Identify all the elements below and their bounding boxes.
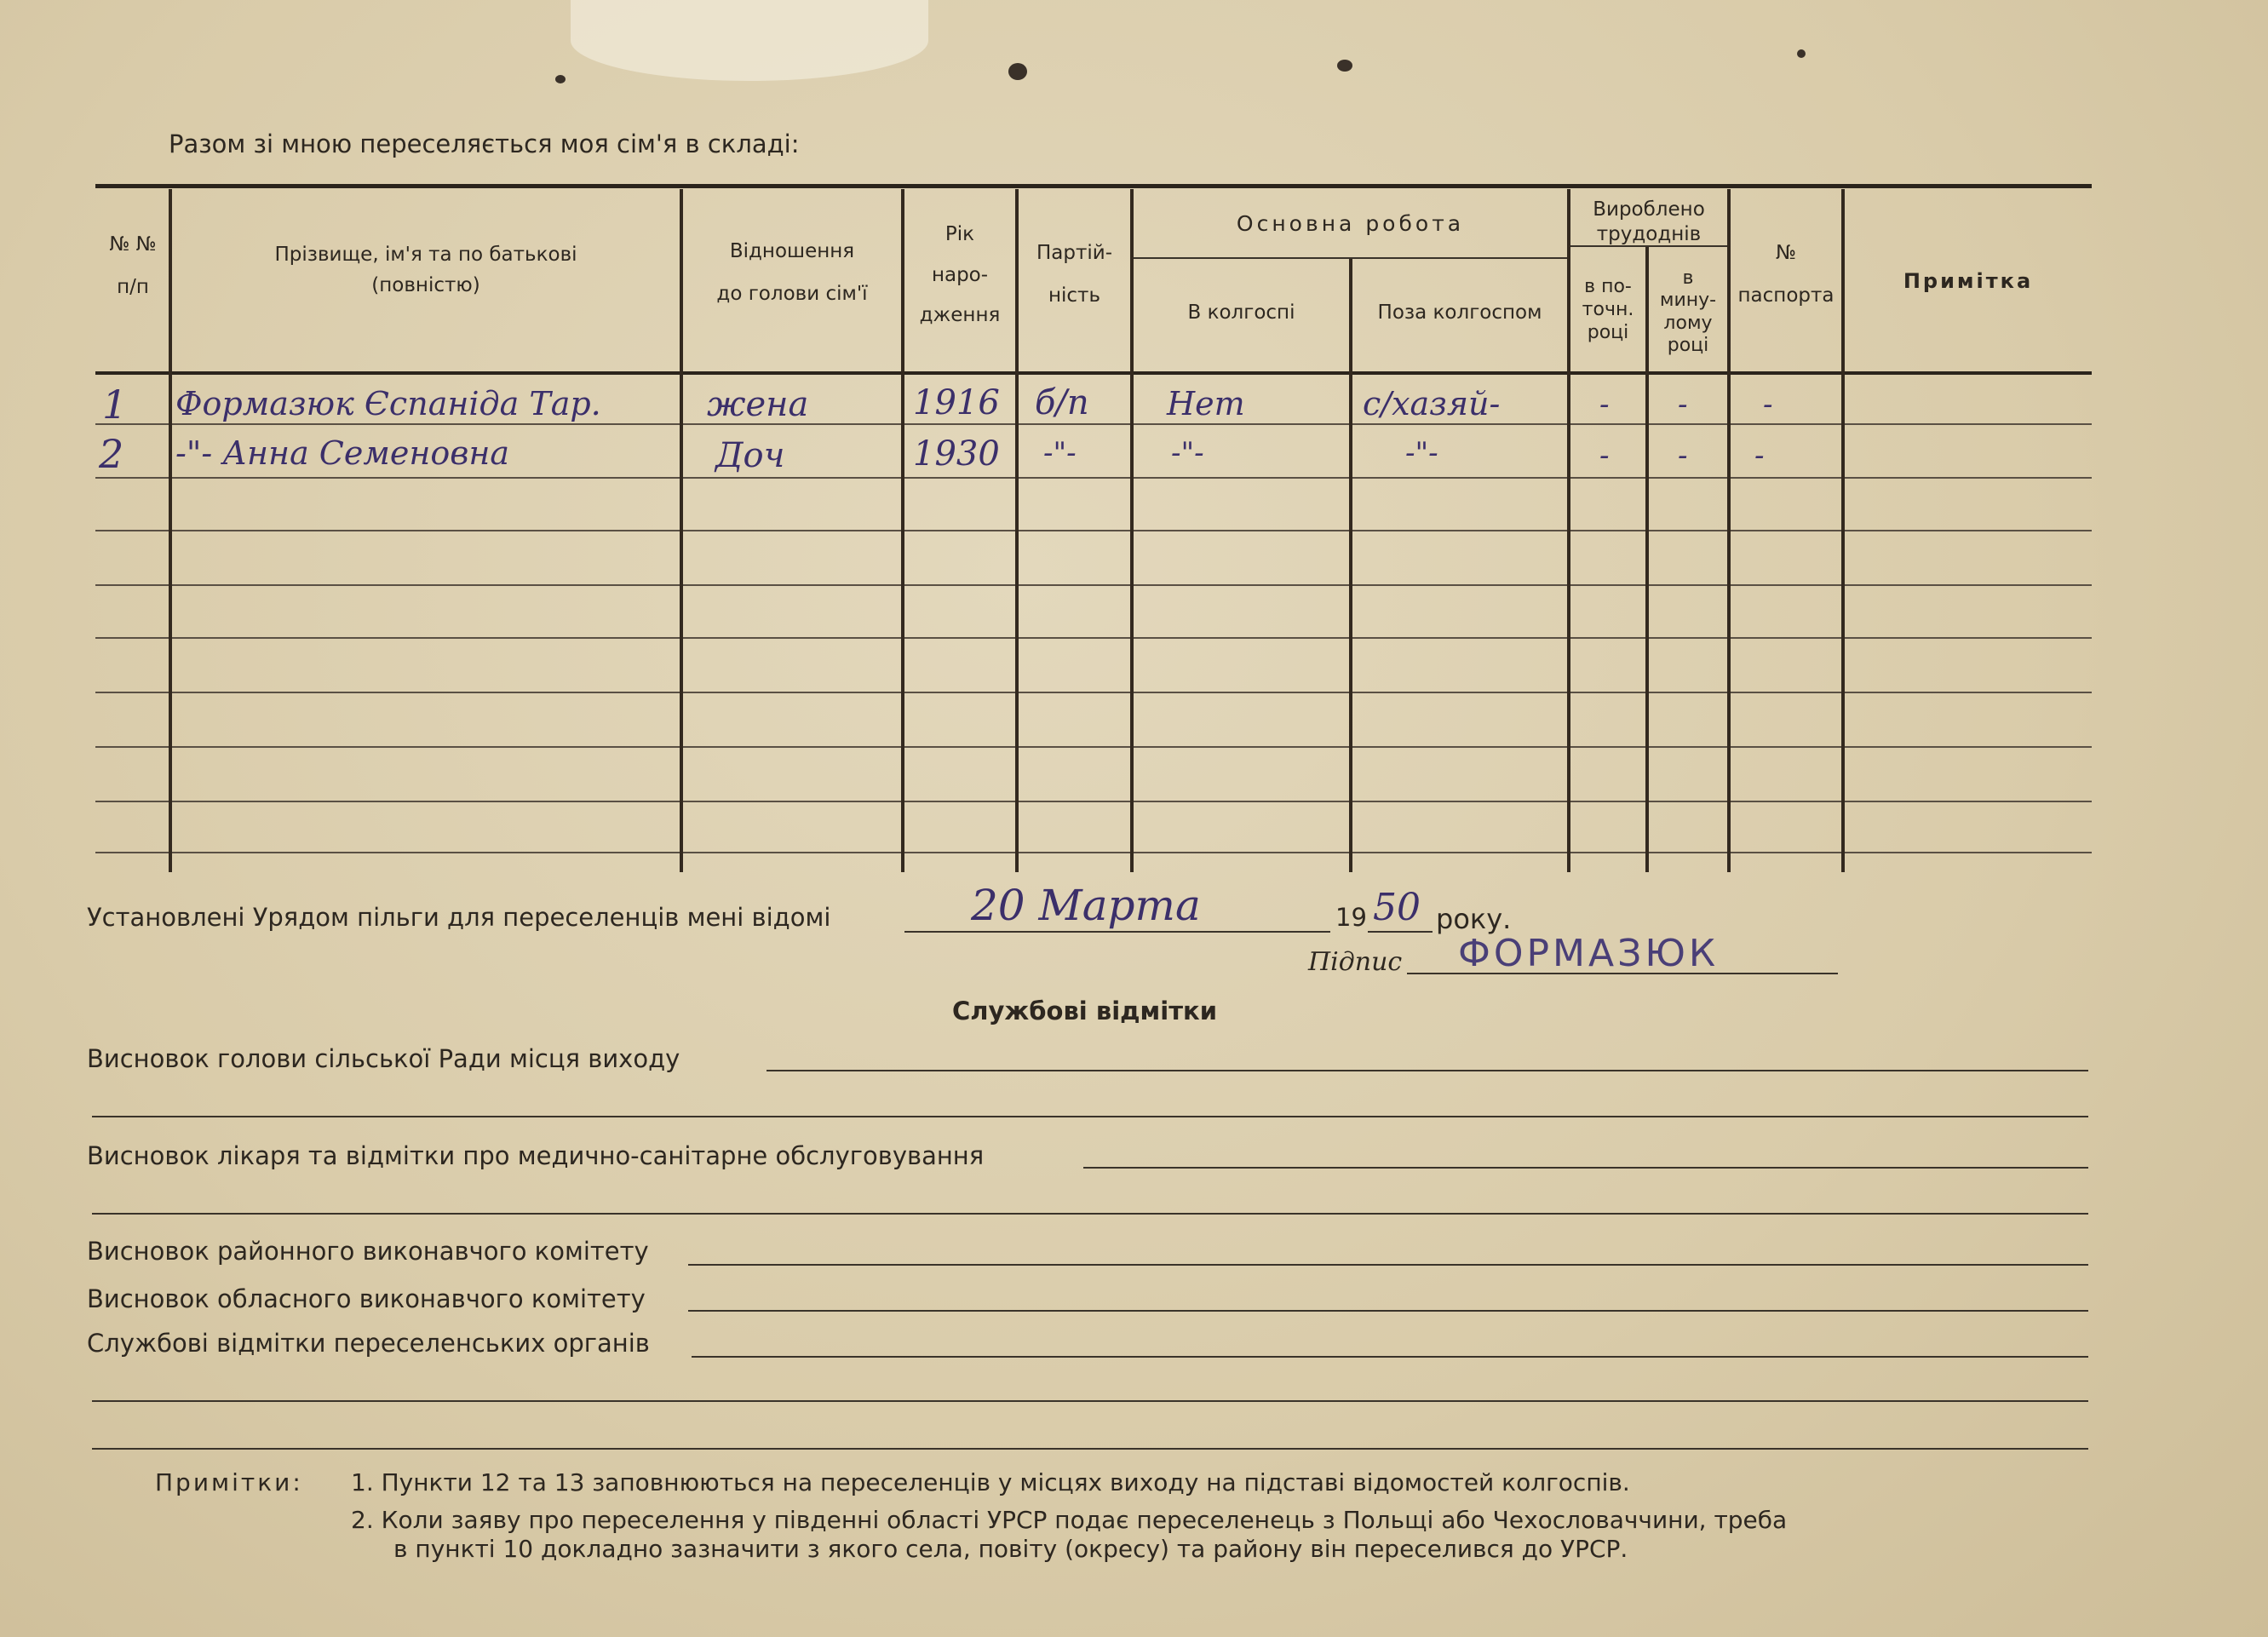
punch-hole — [1797, 49, 1806, 58]
header-passport: № паспорта — [1737, 242, 1834, 307]
note-item-2-line2: в пункті 10 докладно зазначити з якого села, повіту (окресу) та району він переселився до УРСР. — [393, 1535, 1628, 1563]
row-year: 1930 — [913, 434, 1000, 474]
col-rule — [1130, 189, 1134, 872]
year-handwritten: 50 — [1373, 886, 1421, 929]
notes-label: Примітки: — [155, 1468, 303, 1496]
row-line — [95, 852, 2092, 853]
note-item-1: 1. Пункти 12 та 13 заповнюються на переселенців у місцях виходу на підставі відомостей колгоспів. — [351, 1468, 1630, 1496]
fill-line — [767, 1070, 2088, 1071]
row-wd-previous: - — [1678, 439, 1688, 473]
row-line — [95, 801, 2092, 802]
punch-hole — [1008, 63, 1027, 80]
row-wd-current: - — [1599, 439, 1610, 473]
row-passport: - — [1754, 439, 1765, 473]
fill-line — [92, 1448, 2088, 1450]
service-item-village-council: Висновок голови сільської Ради місця виходу — [87, 1044, 680, 1073]
header-party: Партій- ність — [1036, 242, 1113, 307]
fill-line — [1083, 1167, 2088, 1169]
table-top-rule — [95, 184, 2092, 188]
row-party: -"- — [1043, 436, 1077, 470]
privileges-label: Установлені Урядом пільги для переселенців мені відомі — [87, 903, 831, 932]
row-line — [95, 530, 2092, 531]
row-wd-current: - — [1599, 388, 1610, 422]
row-year: 1916 — [913, 383, 1000, 422]
row-relation: Доч — [715, 436, 785, 475]
signature-handwritten: ФОРМАЗЮК — [1458, 932, 1720, 975]
service-item-resettlement-bodies: Службові відмітки переселенських органів — [87, 1329, 650, 1358]
fill-line — [92, 1213, 2088, 1215]
intro-text: Разом зі мною переселяється моя сім'я в складі: — [169, 129, 800, 158]
row-line — [95, 692, 2092, 693]
row-name: Формазюк Єспаніда Тар. — [175, 385, 601, 422]
punch-hole — [1337, 60, 1352, 72]
fill-line — [92, 1400, 2088, 1402]
row-line — [95, 477, 2092, 479]
year-line — [1368, 931, 1433, 933]
col-rule — [1349, 259, 1352, 872]
year-prefix: 19 — [1335, 903, 1367, 932]
note-item-2-line1: 2. Коли заяву про переселення у південні області УРСР подає переселенець з Польщі або Чехословаччини, треба — [351, 1506, 1788, 1534]
header-workdays-group: Вироблено трудоднів — [1593, 198, 1705, 245]
fill-line — [92, 1116, 2088, 1117]
fill-line — [688, 1310, 2088, 1312]
header-bottom-rule — [95, 371, 2092, 375]
row-line — [95, 637, 2092, 639]
service-item-regional-committee: Висновок обласного виконавчого комітету — [87, 1284, 646, 1313]
year-suffix: року. — [1436, 903, 1512, 935]
row-num: 1 — [102, 382, 128, 428]
row-line — [95, 423, 2092, 425]
row-line — [95, 584, 2092, 586]
row-wd-previous: - — [1678, 388, 1688, 422]
row-work-kolhosp: -"- — [1171, 436, 1204, 470]
service-item-district-committee: Висновок районного виконавчого комітету — [87, 1237, 649, 1266]
row-party: б/п — [1035, 383, 1089, 422]
header-work-outside: Поза колгоспом — [1377, 302, 1542, 324]
row-passport: - — [1763, 388, 1773, 422]
service-item-doctor: Висновок лікаря та відмітки про медично-санітарне обслуговування — [87, 1141, 985, 1170]
date-handwritten: 20 Марта — [971, 881, 1201, 930]
date-line — [904, 931, 1330, 933]
header-relation: Відношення до голови сім'ї — [716, 240, 868, 305]
header-name: Прізвище, ім'я та по батькові (повністю) — [274, 244, 577, 296]
header-workdays-current: в по- точн. році — [1582, 276, 1634, 343]
header-year: Рік наро- дження — [919, 223, 1001, 327]
header-work-group: Основна робота — [1236, 211, 1465, 236]
row-work-outside: с/хазяй- — [1363, 385, 1501, 422]
row-line — [95, 746, 2092, 748]
row-work-outside: -"- — [1405, 436, 1438, 470]
service-title: Службові відмітки — [952, 997, 1218, 1025]
row-relation: жена — [707, 385, 809, 424]
header-note: Примітка — [1903, 269, 2034, 293]
stain — [571, 0, 928, 81]
signature-label: Підпис — [1308, 947, 1403, 977]
punch-hole — [555, 75, 566, 83]
fill-line — [688, 1264, 2088, 1266]
header-num: № № п/п — [109, 233, 157, 298]
row-num: 2 — [99, 431, 124, 477]
header-work-kolhosp: В колгоспі — [1187, 302, 1295, 324]
row-name: -"- Анна Семеновна — [175, 434, 510, 472]
header-workdays-previous: в мину- лому році — [1659, 267, 1717, 357]
row-work-kolhosp: Нет — [1167, 385, 1245, 422]
fill-line — [692, 1356, 2088, 1358]
